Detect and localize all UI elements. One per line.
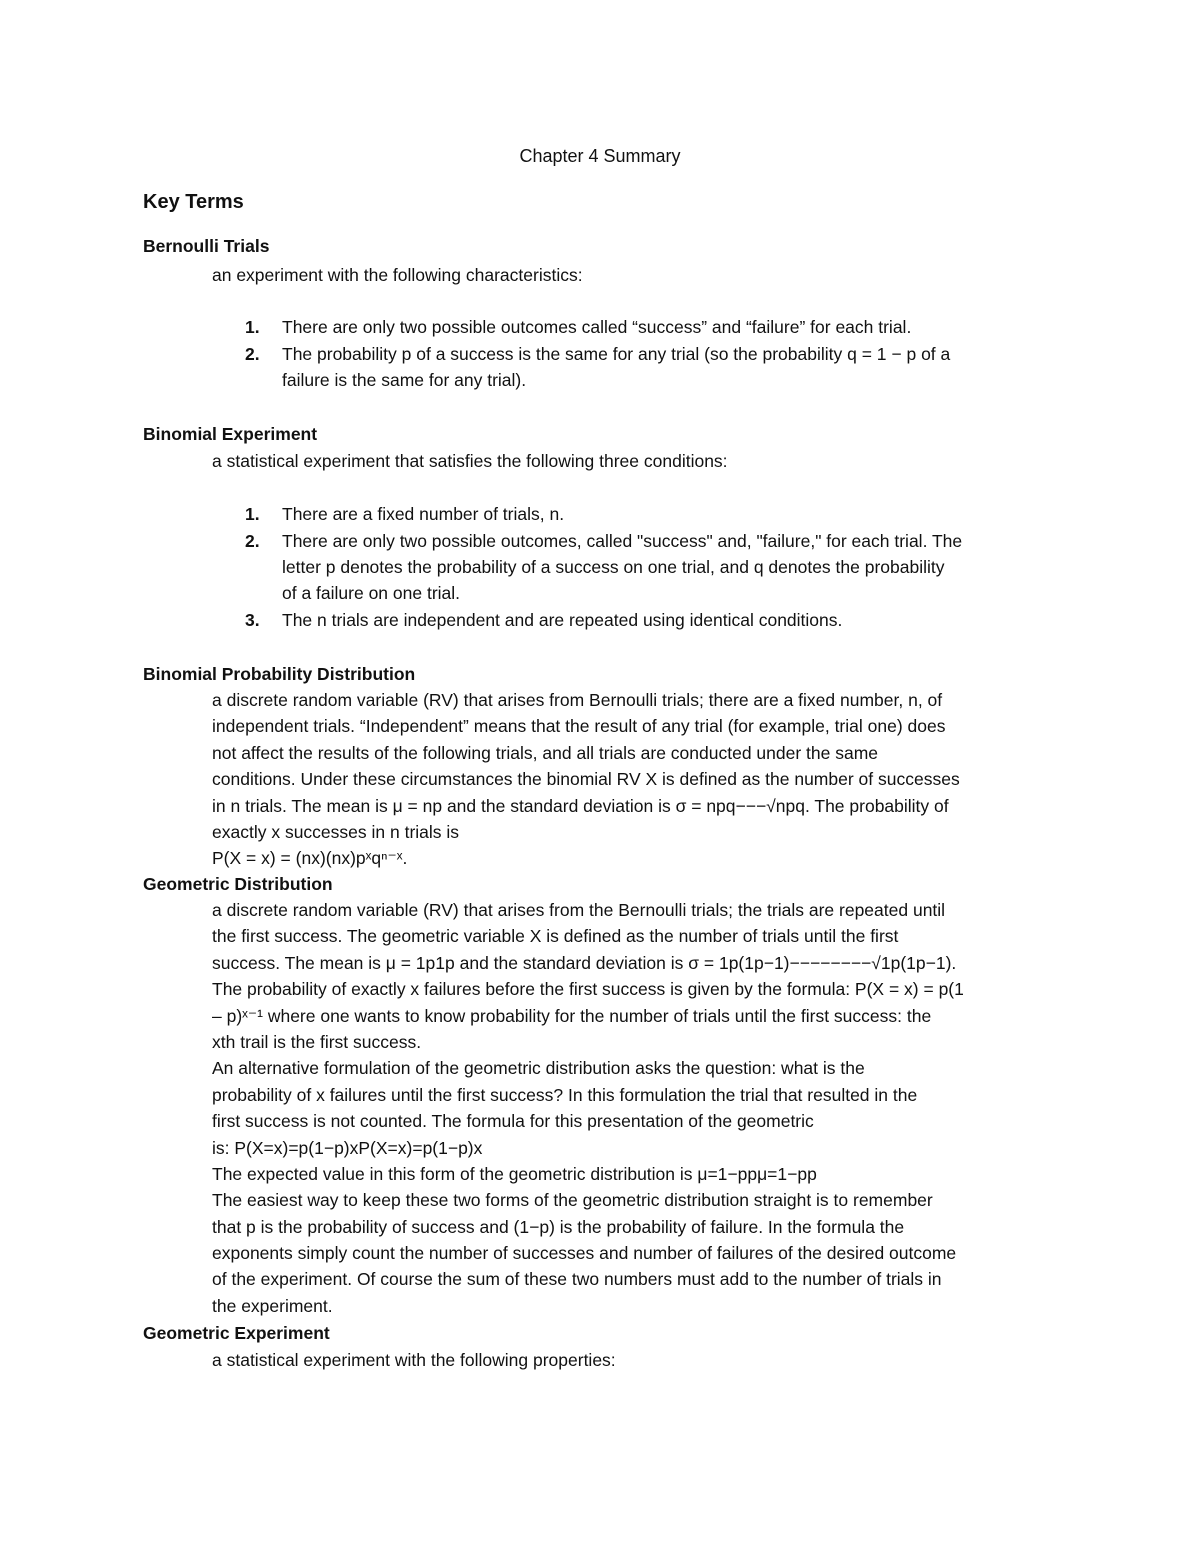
geometric-experiment-definition: a statistical experiment with the following properties:	[212, 1350, 616, 1370]
text-line: exponents simply count the number of successes and number of failures of the desired outcome	[212, 1243, 957, 1264]
binomial-distribution-definition	[212, 687, 1092, 872]
text-line: in n trials. The mean is μ = np and the standard deviation is σ = npq−−−√npq. The probability of	[212, 795, 949, 816]
list-number: 1.	[245, 317, 260, 337]
text-line: exactly x successes in n trials is	[212, 821, 460, 842]
list-number: 2.	[245, 531, 260, 551]
list-item: The probability p of a success is the same for any trial (so the probability q = 1 − p of a	[282, 344, 951, 364]
list-number: 1.	[245, 504, 260, 524]
list-number: 3.	[245, 610, 260, 630]
text-line: xth trail is the first success.	[212, 1031, 422, 1052]
geometric-distribution-definition	[212, 897, 1092, 1319]
text-line: first success is not counted. The formula for this presentation of the geometric	[212, 1111, 814, 1132]
text-line: a discrete random variable (RV) that arises from Bernoulli trials; there are a fixed number, n, of	[212, 690, 943, 710]
text-line: success. The mean is μ = 1p1p and the standard deviation is σ = 1p(1p−1)−−−−−−−−√1p(1p−1).	[212, 952, 957, 973]
list-item-continuation: failure is the same for any trial).	[282, 370, 527, 390]
term-binomial-distribution: Binomial Probability Distribution	[143, 664, 416, 684]
list-item-continuation: letter p denotes the probability of a success on one trial, and q denotes the probability	[282, 557, 945, 577]
text-line: conditions. Under these circumstances the binomial RV X is defined as the number of successes	[212, 769, 960, 790]
list-number: 2.	[245, 344, 260, 364]
text-line: of the experiment. Of course the sum of these two numbers must add to the number of trials in	[212, 1269, 942, 1290]
list-item: There are only two possible outcomes called “success” and “failure” for each trial.	[282, 317, 912, 337]
formula-line: The expected value in this form of the geometric distribution is μ=1−ppμ=1−pp	[212, 1163, 817, 1184]
text-line: the experiment.	[212, 1295, 333, 1316]
key-terms-heading: Key Terms	[143, 191, 244, 213]
text-line: probability of x failures until the first success? In this formulation the trial that resulted in the	[212, 1084, 918, 1105]
term-bernoulli-trials: Bernoulli Trials	[143, 236, 270, 256]
formula-line: is: P(X=x)=p(1−p)xP(X=x)=p(1−p)x	[212, 1137, 483, 1158]
bernoulli-definition: an experiment with the following characteristics:	[212, 265, 583, 285]
binomial-experiment-definition: a statistical experiment that satisfies the following three conditions:	[212, 451, 728, 471]
text-line: An alternative formulation of the geometric distribution asks the question: what is the	[212, 1058, 865, 1079]
text-line: – p)ˣ⁻¹ where one wants to know probability for the number of trials until the first success: the	[212, 1005, 932, 1026]
list-item: There are only two possible outcomes, called "success" and, "failure," for each trial. The	[282, 531, 963, 551]
text-line: that p is the probability of success and (1−p) is the probability of failure. In the formula the	[212, 1216, 905, 1237]
text-line: The easiest way to keep these two forms of the geometric distribution straight is to remember	[212, 1190, 933, 1211]
list-item: There are a fixed number of trials, n.	[282, 504, 565, 524]
term-geometric-experiment: Geometric Experiment	[143, 1323, 330, 1343]
list-item-continuation: of a failure on one trial.	[282, 583, 461, 603]
term-binomial-experiment: Binomial Experiment	[143, 424, 318, 444]
text-line: a discrete random variable (RV) that arises from the Bernoulli trials; the trials are repeated until	[212, 900, 946, 920]
text-line: The probability of exactly x failures before the first success is given by the formula: P(X = x) = p(1	[212, 979, 964, 1000]
text-line: independent trials. “Independent” means that the result of any trial (for example, trial one) does	[212, 716, 946, 737]
page-title: Chapter 4 Summary	[519, 146, 681, 166]
text-line: not affect the results of the following trials, and all trials are conducted under the same	[212, 742, 879, 763]
list-item: The n trials are independent and are repeated using identical conditions.	[282, 610, 843, 630]
formula-line: P(X = x) = (nx)(nx)pˣqⁿ⁻ˣ.	[212, 848, 408, 869]
term-geometric-distribution: Geometric Distribution	[143, 874, 333, 894]
text-line: the first success. The geometric variable X is defined as the number of trials until the first	[212, 926, 899, 947]
